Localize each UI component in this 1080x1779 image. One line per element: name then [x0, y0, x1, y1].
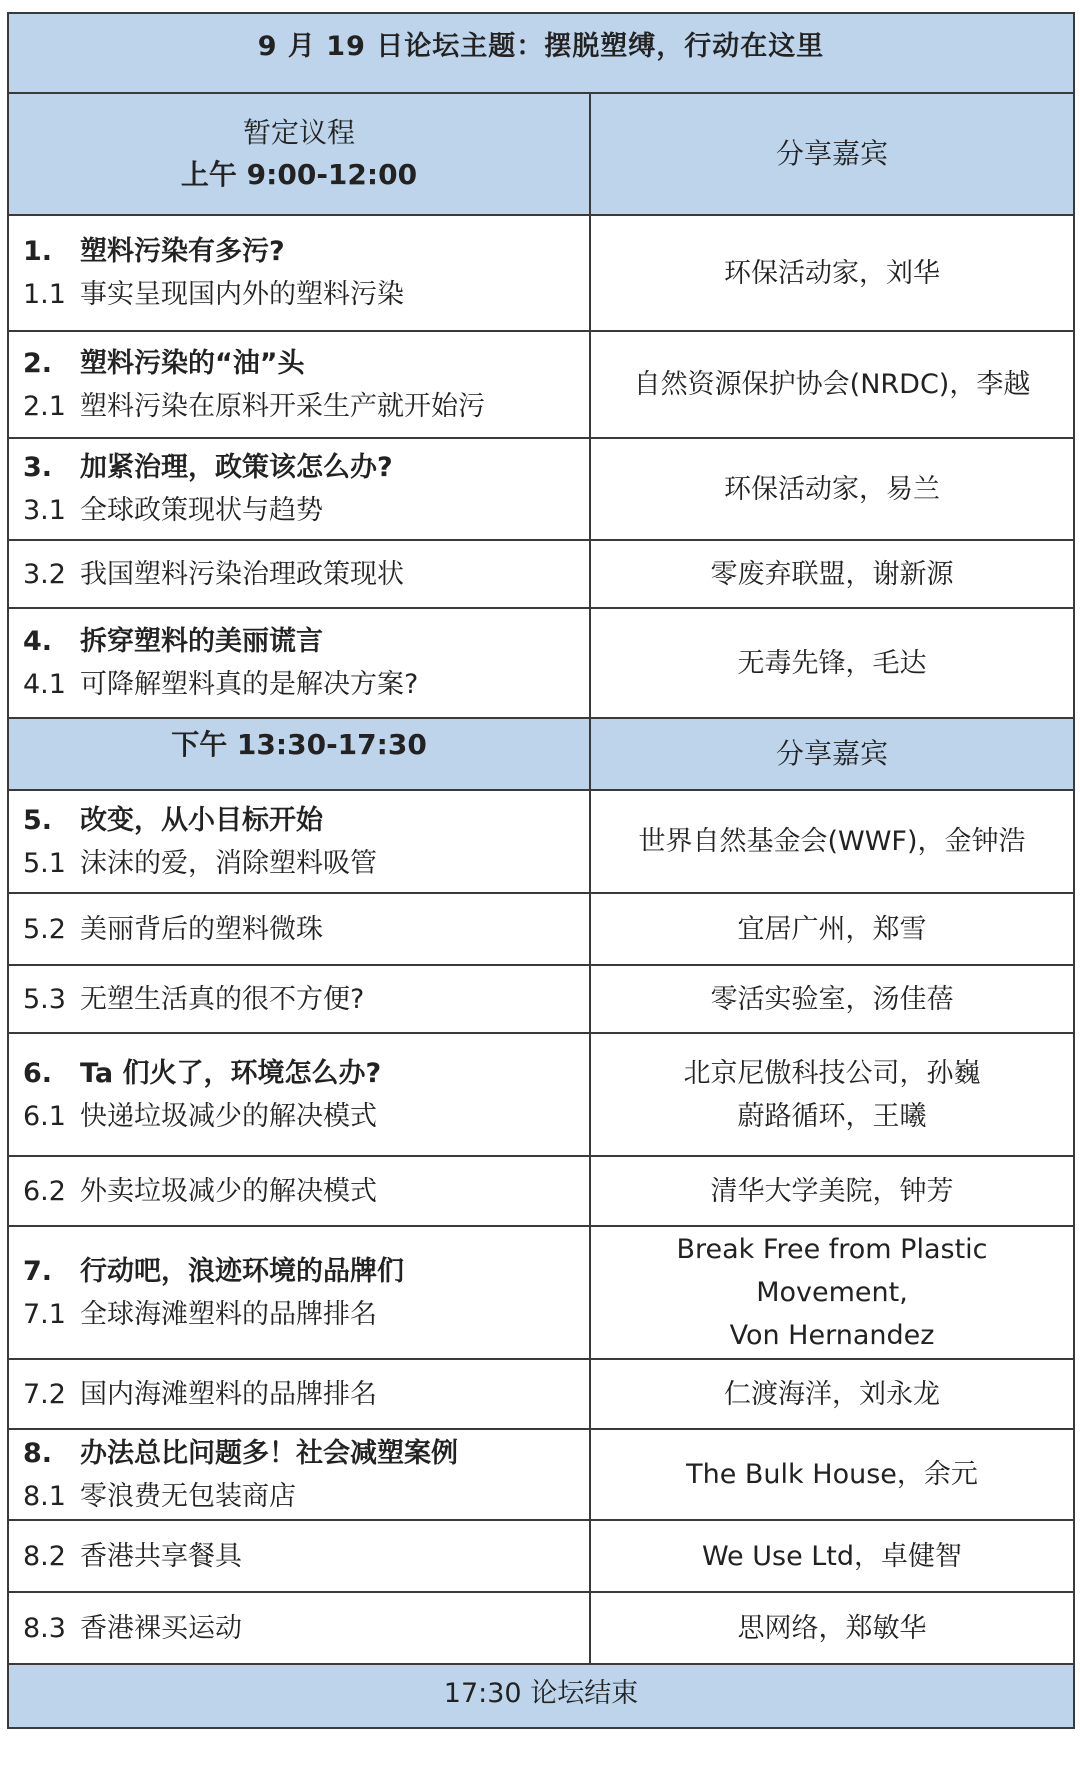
subtopic-number: 3.1 — [23, 495, 66, 526]
session-cell — [8, 1359, 590, 1429]
session-cell — [8, 1226, 590, 1359]
speaker-name: 宜居广州，郑雪 — [737, 913, 927, 945]
speaker-name: 思网络，郑敏华 — [737, 1612, 927, 1644]
agenda-row — [8, 540, 1074, 608]
subtopic-title: 香港裸买运动 — [80, 1612, 242, 1644]
session-topic — [23, 1052, 589, 1095]
speaker-cell — [590, 215, 1074, 331]
topic-number: 5. — [23, 804, 53, 836]
topic-title: 改变，从小目标开始 — [80, 804, 323, 836]
speaker-cell — [590, 608, 1074, 718]
agenda-row — [8, 790, 1074, 893]
subtopic-title: 快递垃圾减少的解决模式 — [80, 1100, 377, 1132]
agenda-row — [8, 608, 1074, 718]
topic-title: 加紧治理，政策该怎么办? — [80, 452, 393, 483]
speaker-name: Von Hernandez — [729, 1320, 935, 1351]
speaker-name: 仁渡海洋，刘永龙 — [724, 1378, 940, 1410]
subtopic-number: 7.1 — [23, 1298, 66, 1330]
subtopic-number: 5.2 — [23, 913, 66, 945]
topic-number: 8. — [23, 1437, 53, 1469]
agenda-row — [8, 965, 1074, 1033]
subtopic-title: 美丽背后的塑料微珠 — [80, 913, 323, 945]
speaker-name: Break Free from Plastic — [676, 1234, 988, 1265]
agenda-row — [8, 1226, 1074, 1359]
speaker-name: 环保活动家，刘华 — [724, 257, 940, 289]
speakers-header: 分享嘉宾 — [590, 93, 1074, 215]
session-cell — [8, 215, 590, 331]
session-cell — [8, 1592, 590, 1664]
topic-number: 3. — [23, 452, 53, 483]
speaker-cell — [590, 540, 1074, 608]
speaker-name: 无毒先锋，毛达 — [737, 647, 927, 679]
speaker-cell — [590, 1033, 1074, 1156]
forum-title: 9 月 19 日论坛主题：摆脱塑缚，行动在这里 — [8, 13, 1074, 93]
speaker-name: We Use Ltd，卓健智 — [701, 1540, 963, 1572]
footer-row — [8, 1664, 1074, 1728]
session-subtopic — [23, 978, 589, 1021]
session-cell — [8, 1156, 590, 1226]
agenda-row — [8, 1359, 1074, 1429]
subtopic-number: 7.2 — [23, 1378, 66, 1410]
session-topic — [23, 1250, 589, 1293]
session-cell — [8, 1429, 590, 1520]
afternoon-time: 下午 13:30-17:30 — [8, 718, 590, 790]
speaker-cell — [590, 438, 1074, 540]
speaker-name: 自然资源保护协会(NRDC)，李越 — [633, 369, 1031, 400]
agenda-table — [7, 12, 1075, 1729]
subtopic-title: 外卖垃圾减少的解决模式 — [80, 1175, 377, 1207]
subtopic-number: 6.1 — [23, 1100, 66, 1132]
speaker-cell — [590, 1226, 1074, 1359]
speaker-name: 蔚路循环，王曦 — [737, 1100, 927, 1132]
subtopic-number: 4.1 — [23, 669, 66, 700]
speaker-name: 世界自然基金会(WWF)，金钟浩 — [638, 826, 1026, 857]
topic-number: 4. — [23, 626, 53, 657]
speaker-cell — [590, 965, 1074, 1033]
session-subtopic — [23, 1095, 589, 1138]
subtopic-number: 2.1 — [23, 390, 66, 422]
session-subtopic — [23, 842, 589, 885]
session-subtopic — [23, 1607, 589, 1650]
agenda-row — [8, 331, 1074, 438]
subtopic-title: 零浪费无包装商店 — [80, 1480, 296, 1512]
topic-number: 2. — [23, 347, 53, 379]
afternoon-header-row — [8, 718, 1074, 790]
session-subtopic — [23, 1170, 589, 1213]
agenda-header — [8, 93, 590, 215]
session-cell — [8, 1033, 590, 1156]
morning-header-row — [8, 93, 1074, 215]
morning-time: 上午 9:00-12:00 — [180, 158, 418, 191]
speaker-cell — [590, 893, 1074, 965]
speaker-cell — [590, 331, 1074, 438]
session-subtopic — [23, 1293, 589, 1336]
topic-title: 拆穿塑料的美丽谎言 — [80, 626, 323, 657]
speaker-name: 北京尼傲科技公司，孙巍 — [683, 1057, 981, 1089]
subtopic-title: 香港共享餐具 — [80, 1540, 242, 1572]
speaker-cell — [590, 790, 1074, 893]
session-topic — [23, 799, 589, 842]
subtopic-title: 全球政策现状与趋势 — [80, 495, 323, 526]
subtopic-number: 8.1 — [23, 1480, 66, 1512]
subtopic-number: 3.2 — [23, 558, 66, 590]
speaker-name: 零活实验室，汤佳蓓 — [710, 983, 954, 1015]
speaker-cell — [590, 1156, 1074, 1226]
subtopic-title: 事实呈现国内外的塑料污染 — [80, 279, 404, 310]
subtopic-title: 无塑生活真的很不方便? — [80, 983, 365, 1015]
agenda-row — [8, 1520, 1074, 1592]
session-topic — [23, 620, 589, 663]
agenda-row — [8, 438, 1074, 540]
agenda-row — [8, 893, 1074, 965]
speaker-name: Movement, — [756, 1277, 908, 1308]
subtopic-title: 塑料污染在原料开采生产就开始污 — [80, 390, 485, 422]
speaker-name: 清华大学美院，钟芳 — [710, 1175, 954, 1207]
session-subtopic — [23, 1535, 589, 1578]
subtopic-title: 我国塑料污染治理政策现状 — [80, 558, 404, 590]
subtopic-number: 8.2 — [23, 1540, 66, 1572]
session-cell — [8, 438, 590, 540]
topic-number: 1. — [23, 236, 53, 267]
session-topic — [23, 1432, 589, 1475]
session-cell — [8, 965, 590, 1033]
session-subtopic — [23, 489, 589, 532]
topic-number: 7. — [23, 1255, 53, 1287]
session-cell — [8, 331, 590, 438]
topic-title: 塑料污染的“油”头 — [80, 347, 305, 379]
speaker-name: 环保活动家，易兰 — [724, 473, 940, 505]
speaker-name: 零废弃联盟，谢新源 — [710, 558, 954, 590]
session-subtopic — [23, 1475, 589, 1518]
topic-title: 办法总比问题多！社会减塑案例 — [80, 1437, 458, 1469]
speaker-cell — [590, 1592, 1074, 1664]
speaker-cell — [590, 1429, 1074, 1520]
session-subtopic — [23, 385, 589, 428]
session-subtopic — [23, 908, 589, 951]
afternoon-speakers-header: 分享嘉宾 — [590, 718, 1074, 790]
subtopic-number: 1.1 — [23, 279, 66, 310]
subtopic-title: 沫沫的爱，消除塑料吸管 — [80, 847, 377, 879]
session-subtopic — [23, 663, 589, 706]
subtopic-number: 5.1 — [23, 847, 66, 879]
session-cell — [8, 893, 590, 965]
topic-title: Ta 们火了，环境怎么办? — [80, 1057, 382, 1089]
speaker-cell — [590, 1520, 1074, 1592]
session-cell — [8, 790, 590, 893]
agenda-label: 暂定议程 — [242, 116, 355, 149]
subtopic-title: 可降解塑料真的是解决方案? — [80, 669, 419, 700]
session-cell — [8, 1520, 590, 1592]
subtopic-number: 5.3 — [23, 983, 66, 1015]
speaker-cell — [590, 1359, 1074, 1429]
agenda-row — [8, 215, 1074, 331]
session-cell — [8, 540, 590, 608]
topic-title: 塑料污染有多污? — [80, 236, 285, 267]
subtopic-number: 8.3 — [23, 1612, 66, 1644]
session-subtopic — [23, 273, 589, 316]
speaker-name: The Bulk House，余元 — [686, 1459, 978, 1490]
session-topic — [23, 230, 589, 273]
session-subtopic — [23, 1373, 589, 1416]
subtopic-title: 国内海滩塑料的品牌排名 — [80, 1378, 377, 1410]
session-subtopic — [23, 553, 589, 596]
forum-end: 17:30 论坛结束 — [8, 1664, 1074, 1728]
subtopic-number: 6.2 — [23, 1175, 66, 1207]
session-topic — [23, 342, 589, 385]
topic-title: 行动吧，浪迹环境的品牌们 — [80, 1255, 404, 1287]
agenda-row — [8, 1033, 1074, 1156]
session-topic — [23, 446, 589, 489]
agenda-row — [8, 1156, 1074, 1226]
subtopic-title: 全球海滩塑料的品牌排名 — [80, 1298, 377, 1330]
topic-number: 6. — [23, 1057, 53, 1089]
agenda-row — [8, 1429, 1074, 1520]
agenda-row — [8, 1592, 1074, 1664]
session-cell — [8, 608, 590, 718]
